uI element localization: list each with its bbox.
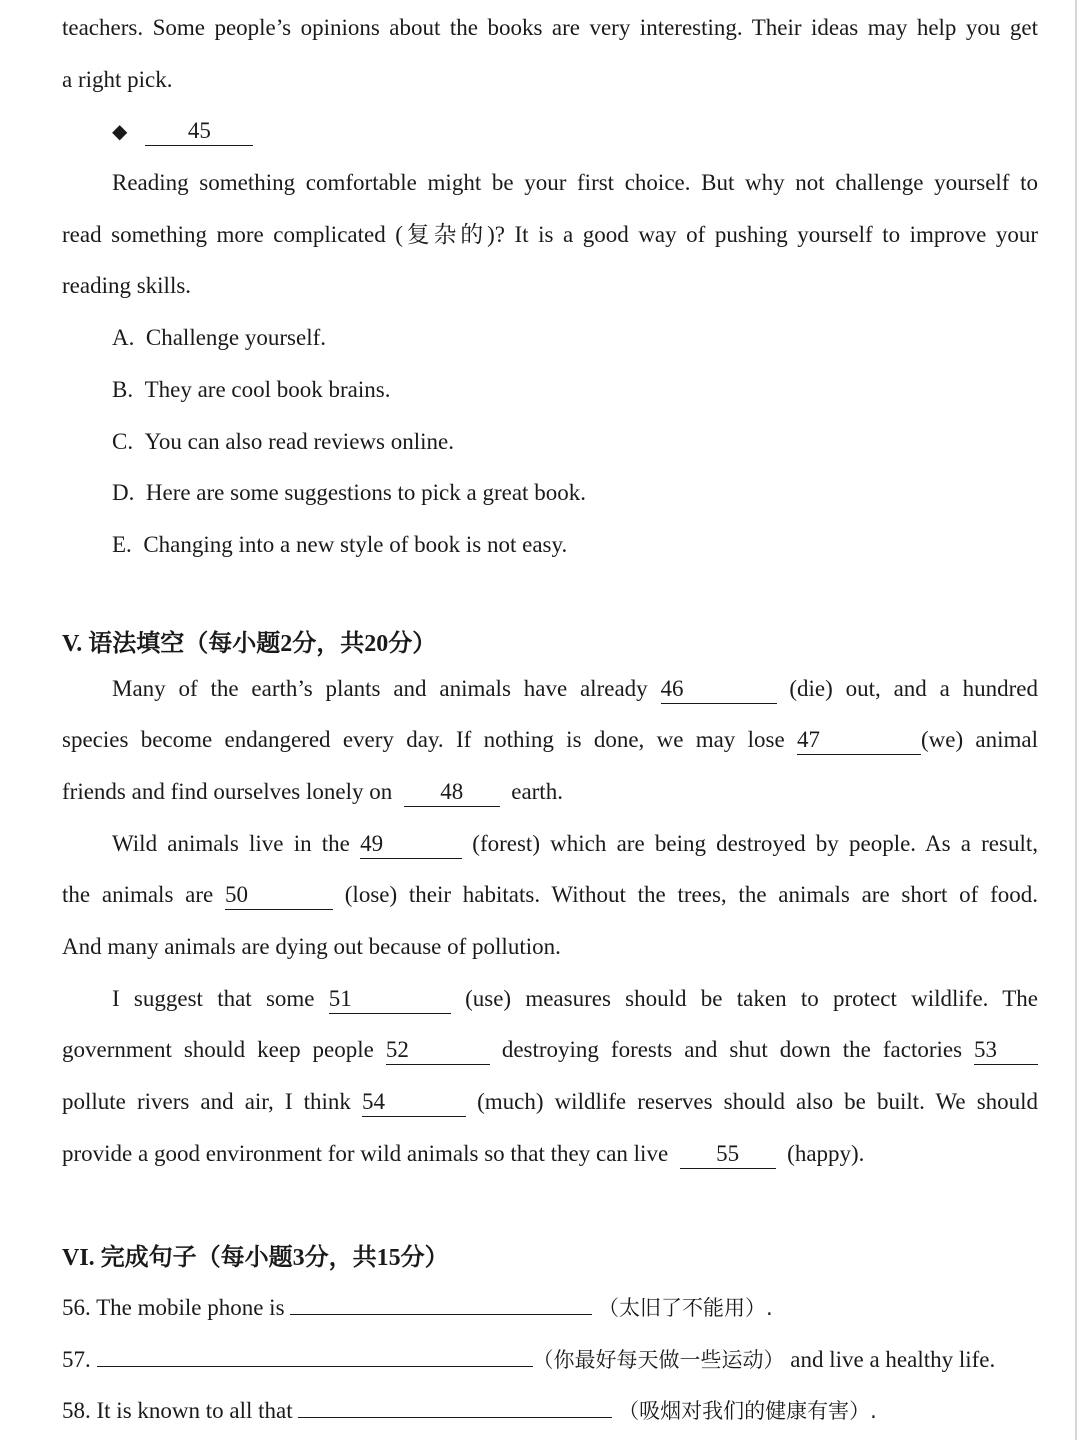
option-text: You can also read reviews online. [144,429,454,454]
answer-blank-54[interactable]: 54 [362,1088,466,1117]
option-c [112,424,1038,460]
text-segment: pollute rivers and air, I think [62,1089,351,1114]
answer-blank-50[interactable]: 50 [225,881,333,910]
grammar-line [112,671,1038,707]
text-segment: the animals are [62,882,214,907]
text-segment: species become endangered every day. If nothing is done, we may lose [62,727,785,752]
text-segment: 56. The mobile phone is [62,1295,285,1320]
grammar-line [62,1032,1038,1068]
text-segment: destroying forests and shut down the factories [501,1037,963,1062]
answer-blank-52[interactable]: 52 [386,1036,490,1065]
text-segment: Many of the earth’s plants and animals have already [112,676,648,701]
passage-line: a right pick. [62,67,173,92]
page-edge-rule [1075,0,1077,1440]
text-segment: I suggest that some [112,986,315,1011]
grammar-line [112,981,1038,1017]
text-segment: (we) animal [920,727,1038,752]
answer-blank-48[interactable]: 48 [404,778,500,807]
passage-line: teachers. Some people’s opinions about the books are very interesting. Their ideas may help you get [62,15,1038,40]
section-vi-heading: VI. 完成句子（每小题3分，共15分） [62,1245,449,1271]
answer-blank-47[interactable]: 47 [797,726,921,755]
chinese-hint: （吸烟对我们的健康有害）. [618,1399,877,1423]
text-segment: government should keep people [62,1037,374,1062]
chinese-hint: （你最好每天做一些运动） [532,1348,785,1372]
option-a [112,320,1038,356]
text-segment: earth. [511,779,563,804]
option-text: Challenge yourself. [145,325,326,350]
option-b [112,372,1038,408]
answer-blank-46[interactable]: 46 [661,675,777,704]
option-letter: E. [112,532,132,557]
sentence-q58 [62,1389,1038,1425]
option-letter: B. [112,377,134,402]
grammar-line [62,1136,1038,1172]
option-d [112,475,1038,511]
option-text: They are cool book brains. [144,377,391,402]
passage-line: Reading something comfortable might be your first choice. But why not challenge yourself to [112,170,1038,195]
text-segment: 58. It is known to all that [62,1398,293,1423]
passage-line: reading skills. [62,273,192,298]
bullet-question-45 [112,113,1038,149]
diamond-bullet-icon: ◆ [112,121,128,143]
grammar-line [62,877,1038,913]
answer-blank-51[interactable]: 51 [329,985,451,1014]
grammar-line [62,774,1038,810]
option-letter: A. [112,325,135,350]
option-letter: C. [112,429,134,454]
option-letter: D. [112,480,135,505]
answer-blank-57[interactable] [97,1338,533,1367]
text-segment: (happy). [787,1141,865,1166]
text-segment: (forest) which are being destroyed by people. As a result, [472,831,1038,856]
text-segment: (use) measures should be taken to protect wildlife. The [465,986,1039,1011]
answer-blank-53[interactable]: 53 [974,1036,1038,1065]
option-e [112,527,1038,563]
answer-blank-56[interactable] [290,1286,592,1315]
option-text: Here are some suggestions to pick a great book. [145,480,586,505]
chinese-hint: （太旧了不能用）. [598,1296,773,1320]
grammar-line [62,1084,1038,1120]
text-segment: (die) out, and a hundred [789,676,1039,701]
text-segment: friends and find ourselves lonely on [62,779,393,804]
grammar-line [62,722,1038,758]
answer-blank-55[interactable]: 55 [680,1140,776,1169]
sentence-q56 [62,1286,1038,1322]
answer-blank-58[interactable] [298,1389,612,1418]
text-segment: (much) wildlife reserves should also be built. We should [477,1089,1039,1114]
option-text: Changing into a new style of book is not easy. [143,532,568,557]
answer-blank-49[interactable]: 49 [360,830,462,859]
text-segment: and live a healthy life. [790,1347,996,1372]
grammar-line [112,826,1038,862]
grammar-line: And many animals are dying out because of pollution. [62,934,561,959]
text-segment: Wild animals live in the [112,831,350,856]
passage-line: read something more complicated (复杂的)? It is a good way of pushing yourself to improve your [62,222,1038,247]
answer-blank-45[interactable]: 45 [145,117,253,146]
section-v-heading: V. 语法填空（每小题2分，共20分） [62,631,437,657]
sentence-q57 [62,1338,1038,1374]
text-segment: 57. [62,1347,91,1372]
text-segment: provide a good environment for wild animals so that they can live [62,1141,669,1166]
text-segment: (lose) their habitats. Without the trees, the animals are short of food. [344,882,1039,907]
